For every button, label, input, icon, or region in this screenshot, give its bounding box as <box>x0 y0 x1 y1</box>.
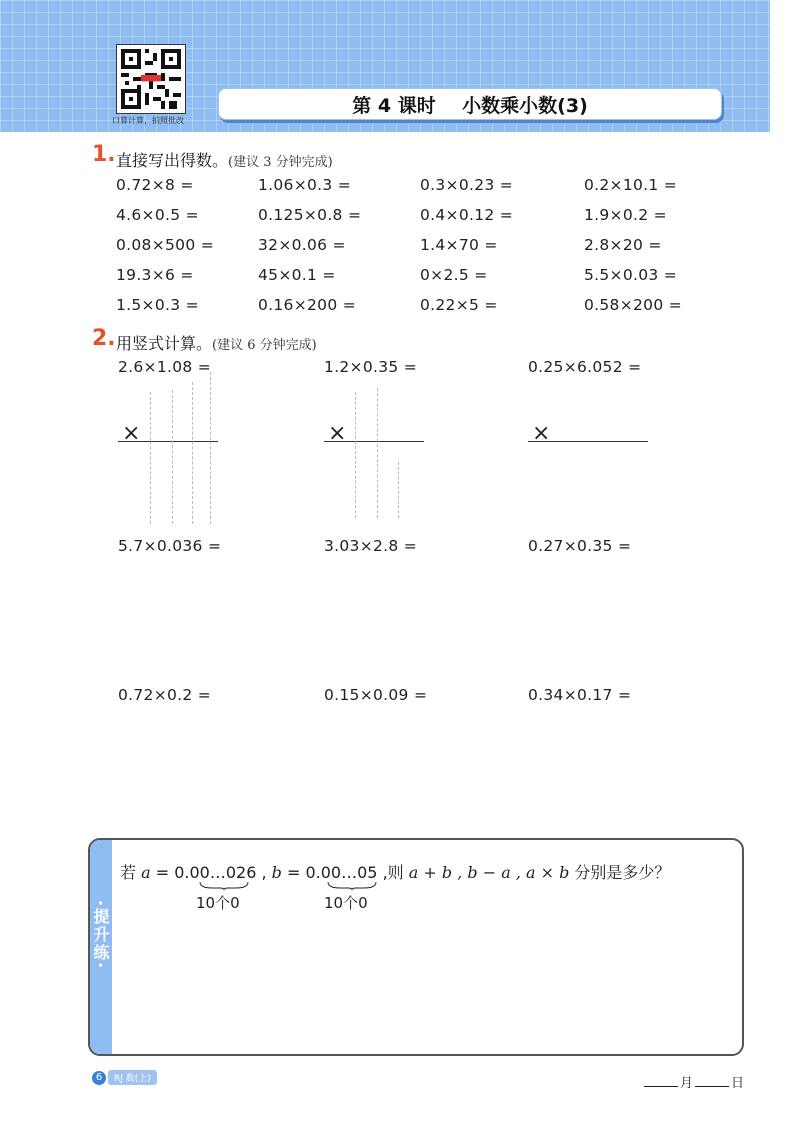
oral-problem: 1.4×70 = <box>420 236 498 254</box>
day-blank[interactable] <box>695 1086 729 1087</box>
oral-problem: 2.8×20 = <box>584 236 662 254</box>
variable-a: a <box>141 863 151 882</box>
section-2-title-text: 用竖式计算。 <box>116 334 213 353</box>
work-line <box>324 441 424 442</box>
brace-icon <box>198 880 250 890</box>
section-1-hint: (建议 3 分钟完成) <box>228 155 333 170</box>
section-1-number: 1. <box>92 142 116 167</box>
section-1-title <box>116 148 333 171</box>
oral-problem: 19.3×6 = <box>116 266 194 284</box>
month-label: 月 <box>679 1076 693 1091</box>
section-2-hint: (建议 6 分钟完成) <box>212 338 317 353</box>
qr-caption: 口算计算，拍照批改 <box>112 116 184 125</box>
oral-problem: 1.9×0.2 = <box>584 206 667 224</box>
page-number: 6 <box>92 1071 106 1085</box>
oral-problem: 32×0.06 = <box>258 236 346 254</box>
times-sign: × <box>122 421 141 446</box>
section-2-title <box>116 331 317 354</box>
vertical-problem: 0.27×0.35 = <box>528 537 632 555</box>
oral-problem: 0.72×8 = <box>116 176 194 194</box>
eq2-tail: 5 ,则 <box>367 863 409 882</box>
brace-icon <box>326 880 378 890</box>
vertical-problem: 5.7×0.036 = <box>118 537 222 555</box>
month-blank[interactable] <box>644 1086 678 1087</box>
eq1-zeros: 00…0 <box>189 863 237 882</box>
vertical-problem: 1.2×0.35 = <box>324 358 418 376</box>
oral-problem: 0.16×200 = <box>258 296 356 314</box>
page-badge <box>92 1070 157 1085</box>
column-guide <box>377 388 378 518</box>
question-expressions: a + b , b − a , a × b <box>408 863 570 882</box>
column-guide <box>172 390 173 524</box>
oral-problem: 0.3×0.23 = <box>420 176 514 194</box>
oral-problem: 0.4×0.12 = <box>420 206 514 224</box>
oral-problem: 1.5×0.3 = <box>116 296 199 314</box>
vertical-problem: 0.25×6.052 = <box>528 358 642 376</box>
eq2-zeros: 00…0 <box>320 863 368 882</box>
oral-problem: 0.125×0.8 = <box>258 206 362 224</box>
oral-problem: 1.06×0.3 = <box>258 176 352 194</box>
oral-problem: 45×0.1 = <box>258 266 336 284</box>
zero-count-label-2: 10个0 <box>324 894 368 912</box>
book-tag: RJ 数(上) <box>108 1070 157 1085</box>
vertical-problem: 0.34×0.17 = <box>528 686 632 704</box>
oral-problem: 0×2.5 = <box>420 266 488 284</box>
oral-problem: 0.22×5 = <box>420 296 498 314</box>
eq1-lead: = 0. <box>150 863 190 882</box>
extension-box <box>88 838 744 1056</box>
date-field <box>642 1072 744 1091</box>
day-label: 日 <box>730 1076 744 1091</box>
vertical-problem: 0.72×0.2 = <box>118 686 212 704</box>
zero-count-label-1: 10个0 <box>196 894 240 912</box>
lesson-title: 第 4 课时 小数乘小数(3) <box>218 88 722 120</box>
variable-b: b <box>271 863 282 882</box>
vertical-problem: 0.15×0.09 = <box>324 686 428 704</box>
section-1-title-text: 直接写出得数。 <box>116 151 229 170</box>
question-suffix: 分别是多少？ <box>569 863 671 882</box>
oral-problem: 0.2×10.1 = <box>584 176 678 194</box>
oral-problem: 0.58×200 = <box>584 296 682 314</box>
section-2-number: 2. <box>92 326 116 351</box>
column-guide <box>192 382 193 524</box>
vertical-problem: 3.03×2.8 = <box>324 537 418 555</box>
qr-code-icon <box>116 44 186 114</box>
work-line <box>528 441 648 442</box>
column-guide <box>355 392 356 518</box>
vertical-problem: 2.6×1.08 = <box>118 358 212 376</box>
oral-problem: 4.6×0.5 = <box>116 206 199 224</box>
oral-problem: 5.5×0.03 = <box>584 266 678 284</box>
work-line <box>118 441 218 442</box>
question-prefix: 若 <box>120 863 142 882</box>
times-sign: × <box>328 421 347 446</box>
eq2-lead: = 0. <box>281 863 321 882</box>
column-guide <box>210 372 211 524</box>
extension-side-label: ·提升练· <box>91 900 110 971</box>
column-guide <box>398 462 399 518</box>
column-guide <box>150 392 151 524</box>
oral-problem: 0.08×500 = <box>116 236 214 254</box>
eq1-tail: 26 , <box>236 863 272 882</box>
times-sign: × <box>532 421 551 446</box>
